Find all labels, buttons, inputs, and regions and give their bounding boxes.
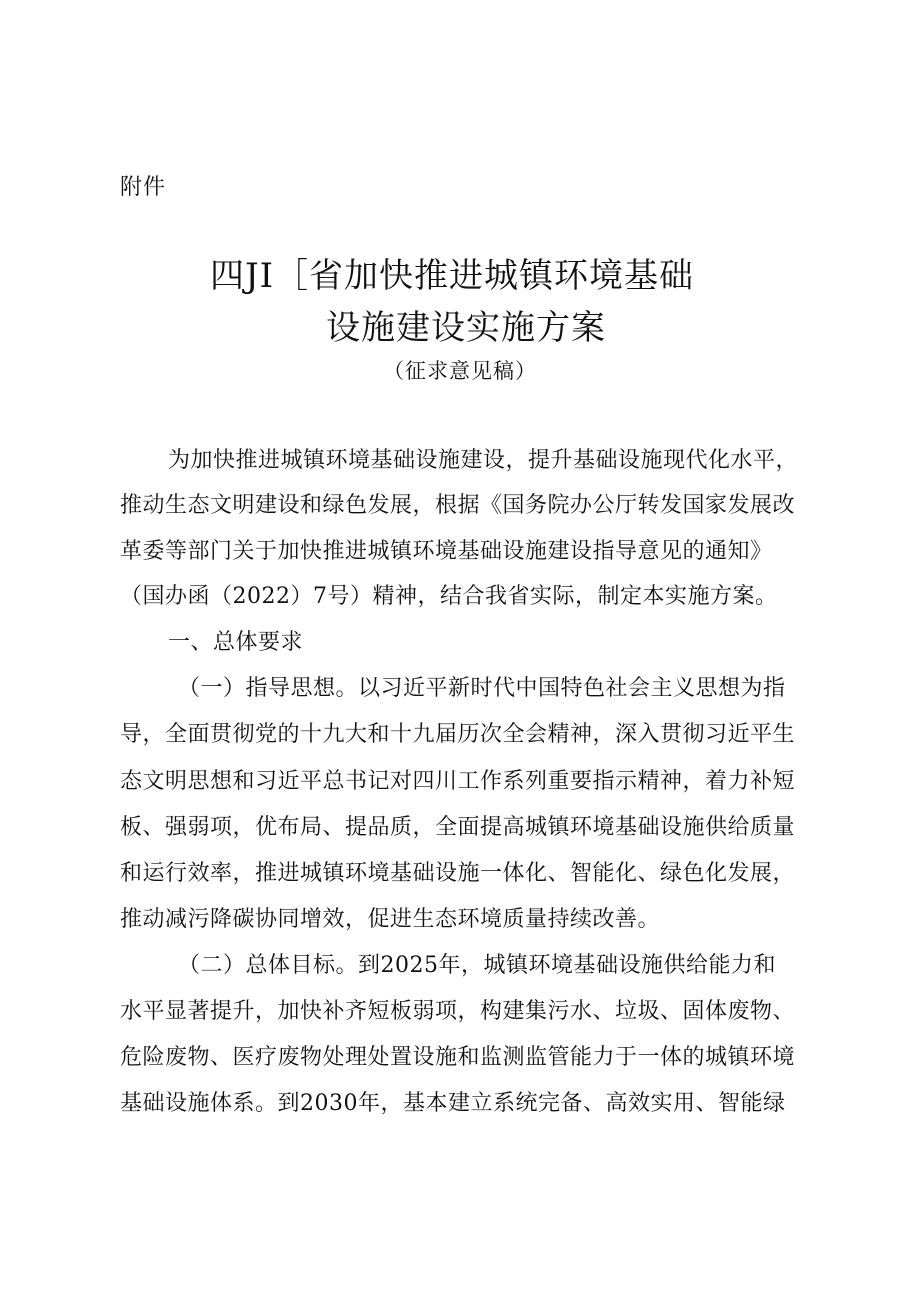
section-heading-1: 一、总体要求 (168, 630, 304, 655)
body-line-9: 板、强弱项，优布局、提品质，全面提高城镇环境基础设施供给质量 (120, 815, 796, 840)
body-line-13: 水平显著提升，加快补齐短板弱项，构建集污水、垃圾、固体废物、 (120, 999, 796, 1024)
body-line-1: 为加快推进城镇环境基础设施建设，提升基础设施现代化水平， (168, 448, 799, 473)
attachment-label: 附件 (120, 175, 167, 200)
body-line-3: 革委等部门关于加快推进城镇环境基础设施建设指导意见的通知》 (120, 539, 773, 564)
body-line-11: 推动减污降碳协同增效，促进生态环境质量持续改善。 (120, 907, 661, 932)
body-line-8: 态文明思想和习近平总书记对四川工作系列重要指示精神，着力补短 (120, 769, 796, 794)
document-title-line-1: 四JI［省加快推进城镇环境基础 (209, 256, 695, 296)
body-line-6: （一）指导思想。以习近平新时代中国特色社会主义思想为指 (178, 676, 786, 701)
body-line-10: 和运行效率，推进城镇环境基础设施一体化、智能化、绿色化发展， (120, 861, 796, 886)
body-line-14: 危险废物、医疗废物处理处置设施和监测监管能力于一体的城镇环境 (120, 1045, 796, 1070)
document-subtitle: （征求意见稿） (383, 359, 537, 383)
document-title-line-2: 设施建设实施方案 (326, 308, 606, 348)
body-line-4: （国办函（2022）7号）精神，结合我省实际，制定本实施方案。 (120, 584, 778, 609)
body-line-12: （二）总体目标。到2025年，城镇环境基础设施供给能力和 (178, 953, 776, 978)
body-line-2: 推动生态文明建设和绿色发展，根据《国务院办公厅转发国家发展改 (120, 493, 796, 518)
body-line-7: 导，全面贯彻党的十九大和十九届历次全会精神，深入贯彻习近平生 (120, 722, 796, 747)
body-line-15: 基础设施体系。到2030年，基本建立系统完备、高效实用、智能绿 (120, 1091, 786, 1116)
